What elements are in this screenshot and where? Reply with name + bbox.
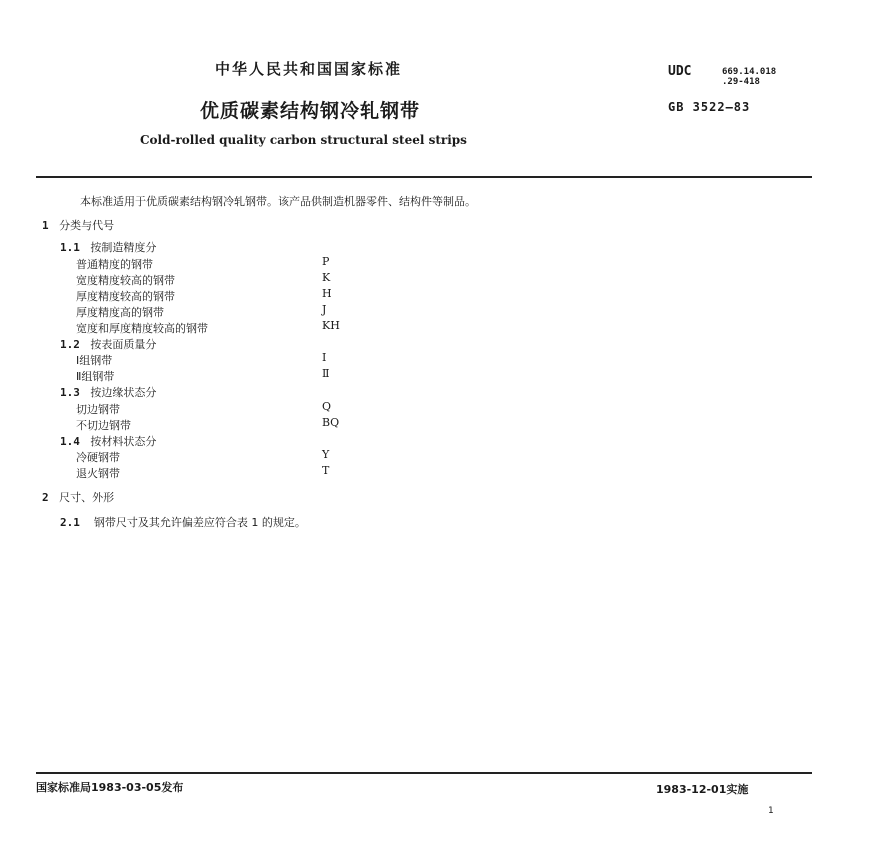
section-title: 尺寸、外形 xyxy=(59,491,115,504)
subsection-title: 按表面质量分 xyxy=(90,338,157,351)
list-item-label: 宽度精度较高的钢带 xyxy=(76,274,175,287)
subsection-2-1 xyxy=(60,514,306,530)
subsection-number: 2.1 xyxy=(60,516,80,529)
list-item-code: K xyxy=(322,271,331,284)
list-item-code: P xyxy=(322,255,330,268)
list-item-label: 不切边钢带 xyxy=(76,419,131,432)
section-2-heading xyxy=(42,489,114,505)
subsection-title: 按材料状态分 xyxy=(90,435,157,448)
list-item-label: 厚度精度较高的钢带 xyxy=(76,290,175,303)
subsection-number: 1.1 xyxy=(60,241,80,254)
subsection-text: 钢带尺寸及其允许偏差应符合表 1 的规定。 xyxy=(93,516,306,529)
section-title: 分类与代号 xyxy=(59,219,115,232)
subsection-number: 1.3 xyxy=(60,386,80,399)
top-divider xyxy=(36,176,812,178)
scope-paragraph: 本标准适用于优质碳素结构钢冷轧钢带。该产品供制造机器零件、结构件等制品。 xyxy=(80,195,476,208)
udc-label: UDC xyxy=(668,64,692,79)
effective-date: 1983-12-01实施 xyxy=(656,783,749,796)
section-1-heading xyxy=(42,217,114,233)
list-item-label: 厚度精度高的钢带 xyxy=(76,306,164,319)
issue-date: 国家标准局1983-03-05发布 xyxy=(36,781,184,794)
udc-code-line-2: .29-418 xyxy=(722,77,760,87)
list-item-code: T xyxy=(322,464,330,477)
section-number: 2 xyxy=(42,491,49,504)
list-item-code: Ⅰ xyxy=(322,351,327,364)
list-item-label: 普通精度的钢带 xyxy=(76,258,153,271)
list-item-label: 退火钢带 xyxy=(76,467,120,480)
list-item-label: 冷硬钢带 xyxy=(76,451,120,464)
subsection-title: 按边缘状态分 xyxy=(90,386,157,399)
list-item-code: H xyxy=(322,287,332,300)
list-item-code: Ⅱ xyxy=(322,367,330,380)
subsection-1-4-heading xyxy=(60,433,156,449)
list-item-label: 宽度和厚度精度较高的钢带 xyxy=(76,322,208,335)
list-item-label: 切边钢带 xyxy=(76,403,120,416)
subsection-number: 1.4 xyxy=(60,435,80,448)
section-number: 1 xyxy=(42,219,49,232)
standard-number: GB 3522—83 xyxy=(668,100,751,114)
subsection-1-1-heading xyxy=(60,239,156,255)
udc-code-line-1: 669.14.018 xyxy=(722,67,777,77)
issuing-authority: 中华人民共和国国家标准 xyxy=(215,60,403,78)
document-title-en: Cold-rolled quality carbon structural steel strips xyxy=(140,133,467,147)
list-item-code: Y xyxy=(322,448,330,461)
udc-code xyxy=(722,67,776,87)
list-item-code: KH xyxy=(322,319,340,332)
list-item-code: BQ xyxy=(322,416,340,429)
subsection-title: 按制造精度分 xyxy=(90,241,157,254)
list-item-label: Ⅱ组钢带 xyxy=(76,370,115,383)
subsection-1-3-heading xyxy=(60,384,156,400)
list-item-code: J xyxy=(322,303,327,316)
subsection-1-2-heading xyxy=(60,336,156,352)
page-number: 1 xyxy=(768,806,774,816)
document-title-cn: 优质碳素结构钢冷轧钢带 xyxy=(200,100,421,122)
list-item-label: Ⅰ组钢带 xyxy=(76,354,113,367)
subsection-number: 1.2 xyxy=(60,338,80,351)
footer-divider xyxy=(36,772,812,774)
list-item-code: Q xyxy=(322,400,332,413)
